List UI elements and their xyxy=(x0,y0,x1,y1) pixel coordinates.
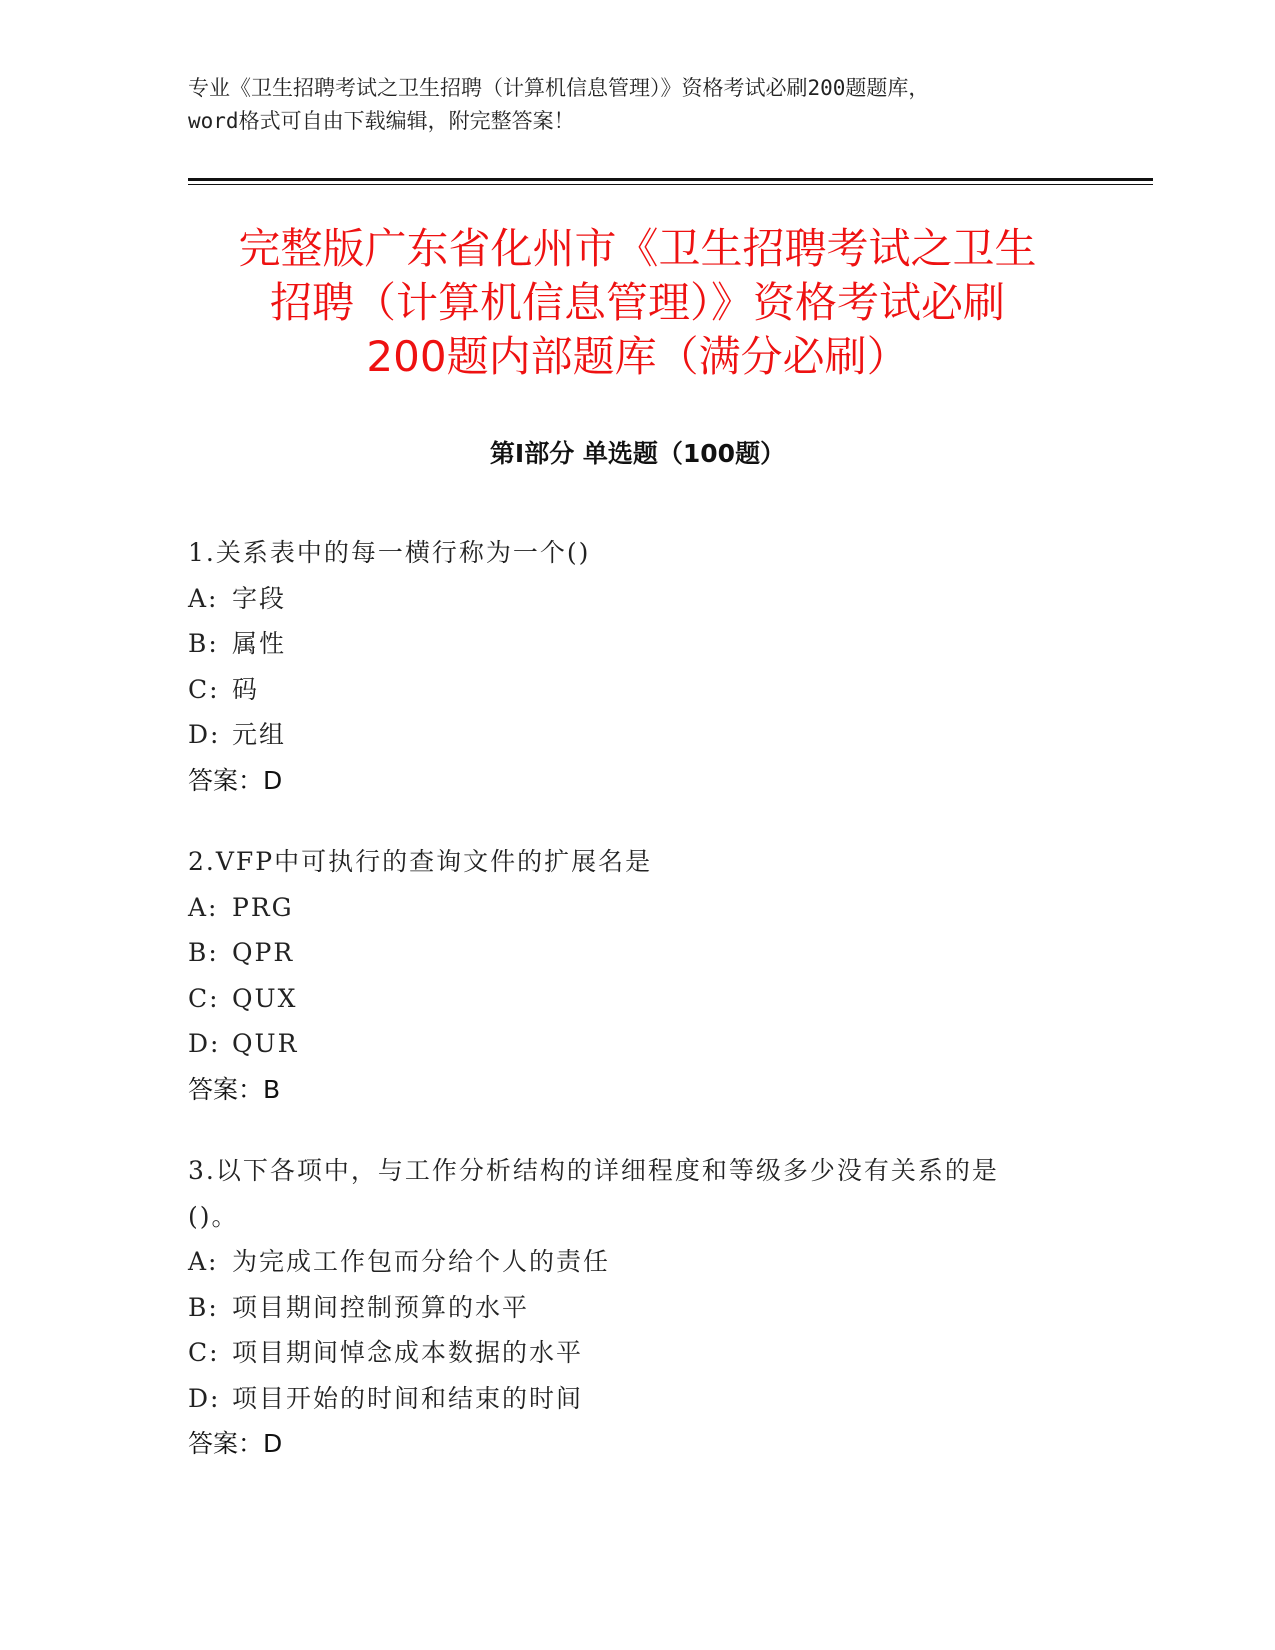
header-divider-thick xyxy=(188,178,1153,181)
option-text: 项目开始的时间和结束的时间 xyxy=(232,1383,584,1413)
option-text: QUX xyxy=(232,983,298,1013)
option-text: 字段 xyxy=(232,583,287,613)
option-d xyxy=(188,1021,1088,1067)
option-text: 元组 xyxy=(232,720,287,749)
question-2 xyxy=(188,839,1088,1112)
option-text: QUR xyxy=(232,1029,299,1058)
option-d xyxy=(188,712,1088,758)
title-line-3: 200题内部题库（满分必刷） xyxy=(366,332,909,381)
option-key: C: xyxy=(188,1338,220,1367)
option-c xyxy=(188,667,1088,713)
option-b xyxy=(188,1285,1088,1331)
option-key: D: xyxy=(188,1383,221,1413)
option-d xyxy=(188,1376,1088,1422)
document-header xyxy=(188,72,1088,138)
option-key: D: xyxy=(188,1029,221,1058)
option-key: A: xyxy=(188,892,219,922)
question-1 xyxy=(188,530,1088,803)
question-stem: 2.VFP中可执行的查询文件的扩展名是 xyxy=(188,847,653,876)
option-text: QPR xyxy=(232,938,295,967)
title-line-1: 完整版广东省化州市《卫生招聘考试之卫生 xyxy=(238,224,1037,273)
option-c xyxy=(188,976,1088,1022)
question-3 xyxy=(188,1148,1088,1467)
document-title xyxy=(160,222,1115,384)
answer: 答案：D xyxy=(188,1429,283,1458)
option-b xyxy=(188,930,1088,976)
option-text: 项目期间控制预算的水平 xyxy=(232,1292,530,1322)
answer: 答案：D xyxy=(188,765,283,795)
option-text: 为完成工作包而分给个人的责任 xyxy=(232,1247,611,1276)
option-a xyxy=(188,885,1088,931)
question-list xyxy=(188,530,1088,1503)
option-c xyxy=(188,1330,1088,1376)
option-text: PRG xyxy=(232,892,294,922)
question-stem-line-1: 3.以下各项中，与工作分析结构的详细程度和等级多少没有关系的是 xyxy=(188,1156,999,1185)
option-key: C: xyxy=(188,674,220,704)
header-divider-thin xyxy=(188,184,1153,185)
title-line-2: 招聘（计算机信息管理）》资格考试必刷 xyxy=(269,278,1005,327)
header-line-2: word格式可自由下载编辑，附完整答案！ xyxy=(188,109,575,133)
option-key: A: xyxy=(188,1247,219,1276)
section-title: 第Ⅰ部分 单选题（100题） xyxy=(489,439,786,468)
option-key: B: xyxy=(188,938,219,967)
option-key: B: xyxy=(188,1292,219,1322)
answer: 答案：B xyxy=(188,1074,281,1104)
header-line-1: 专业《卫生招聘考试之卫生招聘（计算机信息管理）》资格考试必刷200题题库， xyxy=(188,76,930,100)
option-text: 属性 xyxy=(232,629,287,658)
question-stem-line-2: ()。 xyxy=(188,1201,239,1231)
option-a xyxy=(188,576,1088,622)
option-text: 项目期间悼念成本数据的水平 xyxy=(232,1338,584,1367)
option-key: C: xyxy=(188,983,220,1013)
option-key: D: xyxy=(188,720,221,749)
option-b xyxy=(188,621,1088,667)
option-text: 码 xyxy=(232,674,260,704)
option-key: B: xyxy=(188,629,219,658)
option-a xyxy=(188,1239,1088,1285)
question-stem: 1.关系表中的每一横行称为一个() xyxy=(188,538,591,567)
option-key: A: xyxy=(188,583,219,613)
